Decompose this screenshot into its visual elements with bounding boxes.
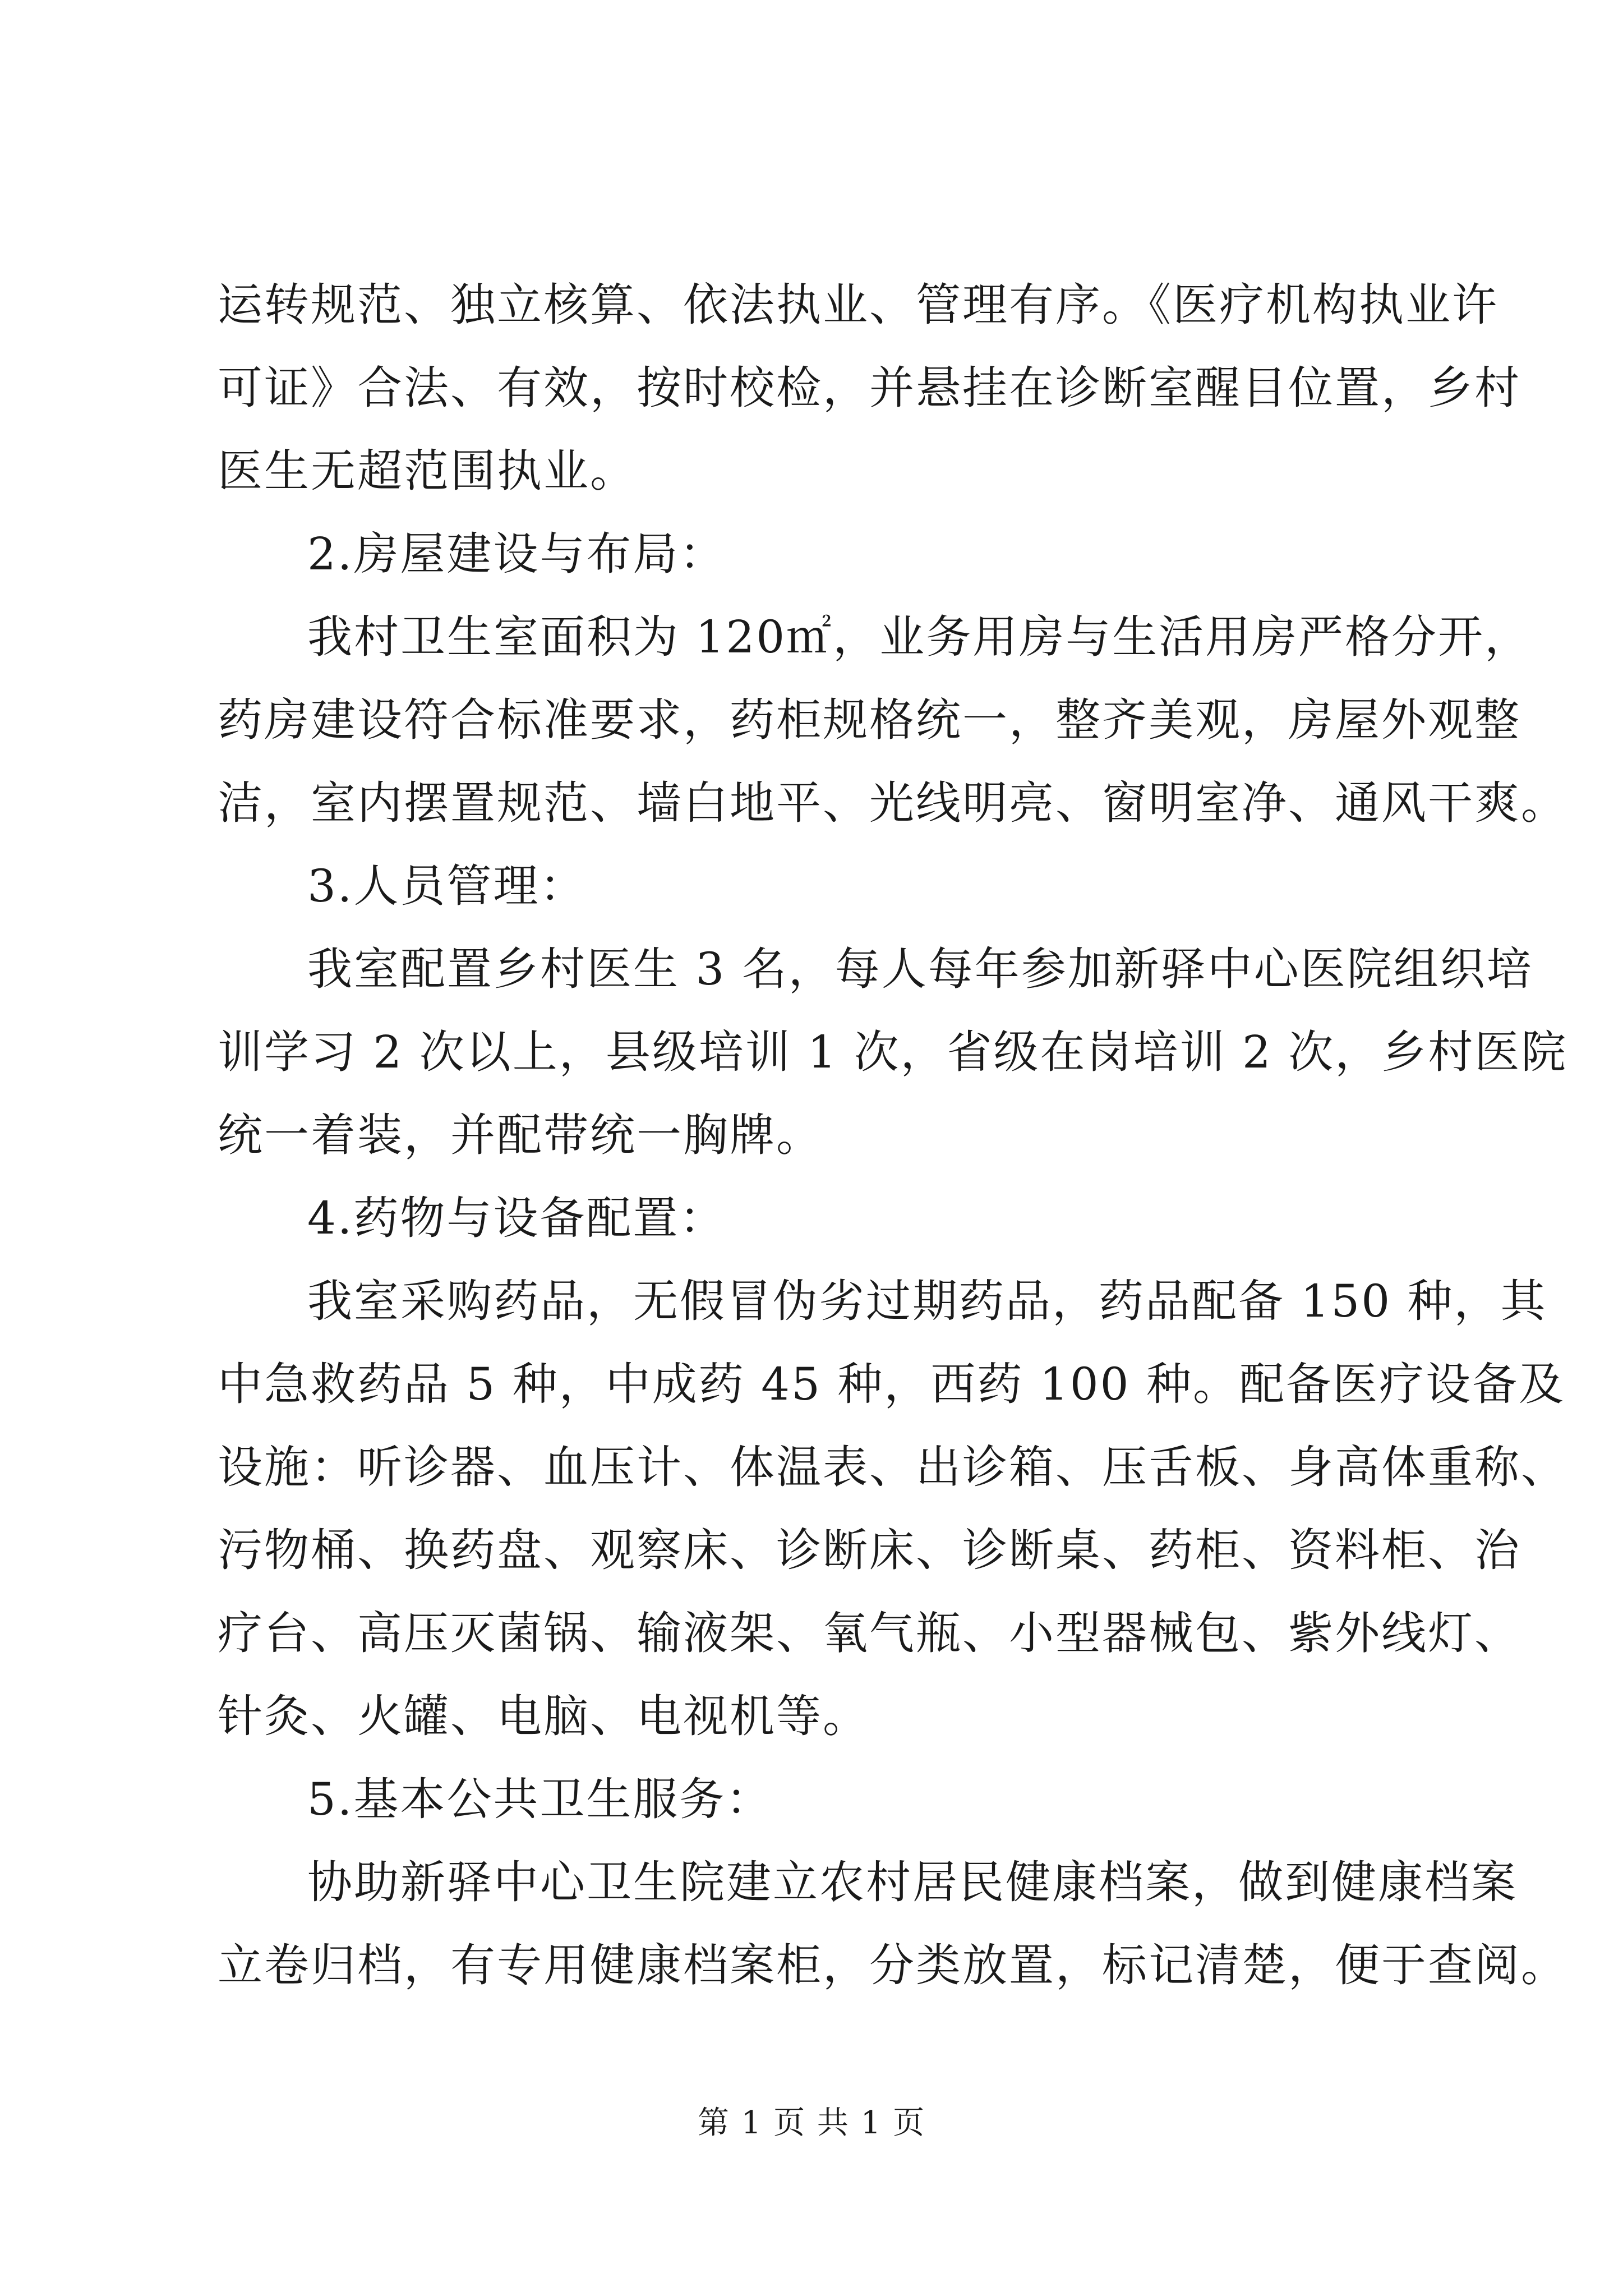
text-line: 医生无超范围执业。 [218,445,637,497]
text-line: 针灸、火罐、电脑、电视机等。 [218,1690,869,1742]
document-body [218,264,1568,2007]
text-line: 设施：听诊器、血压计、体温表、出诊箱、压舌板、身高体重称、 [218,1441,1567,1493]
text-line: 洁，室内摆置规范、墙白地平、光线明亮、窗明室净、通风干爽。 [218,777,1567,829]
text-line: 中急救药品 5 种，中成药 45 种，西药 100 种。配备医疗设备及 [218,1358,1565,1410]
section-heading: 3.人员管理： [307,860,587,912]
text-line: 立卷归档，有专用健康档案柜，分类放置，标记清楚，便于查阅。 [218,1939,1567,1991]
page-number-footer: 第 1 页 共 1 页 [697,2105,926,2141]
text-line: 污物桶、换药盘、观察床、诊断床、诊断桌、药柜、资料柜、治 [218,1524,1521,1576]
section-heading: 2.房屋建设与布局： [307,528,726,580]
text-line: 运转规范、独立核算、依法执业、管理有序。《医疗机构执业许 [218,279,1498,331]
text-line: 药房建设符合标准要求，药柜规格统一，整齐美观，房屋外观整 [218,694,1521,746]
text-line: 协助新驿中心卫生院建立农村居民健康档案，做到健康档案 [307,1856,1518,1908]
text-line: 统一着装，并配带统一胸牌。 [218,1109,823,1161]
text-line: 训学习 2 次以上，县级培训 1 次，省级在岗培训 2 次，乡村医院 [218,1026,1568,1078]
text-line: 我室采购药品，无假冒伪劣过期药品，药品配备 150 种，其 [307,1275,1547,1327]
section-heading: 4.药物与设备配置： [307,1192,726,1244]
text-line: 我村卫生室面积为 120㎡，业务用房与生活用房严格分开， [307,611,1532,663]
section-heading: 5.基本公共卫生服务： [307,1773,773,1825]
text-line: 可证》合法、有效，按时校检，并悬挂在诊断室醒目位置，乡村 [218,362,1521,414]
text-line: 我室配置乡村医生 3 名，每人每年参加新驿中心医院组织培 [307,943,1533,995]
text-line: 疗台、高压灭菌锅、输液架、氧气瓶、小型器械包、紫外线灯、 [218,1607,1521,1659]
